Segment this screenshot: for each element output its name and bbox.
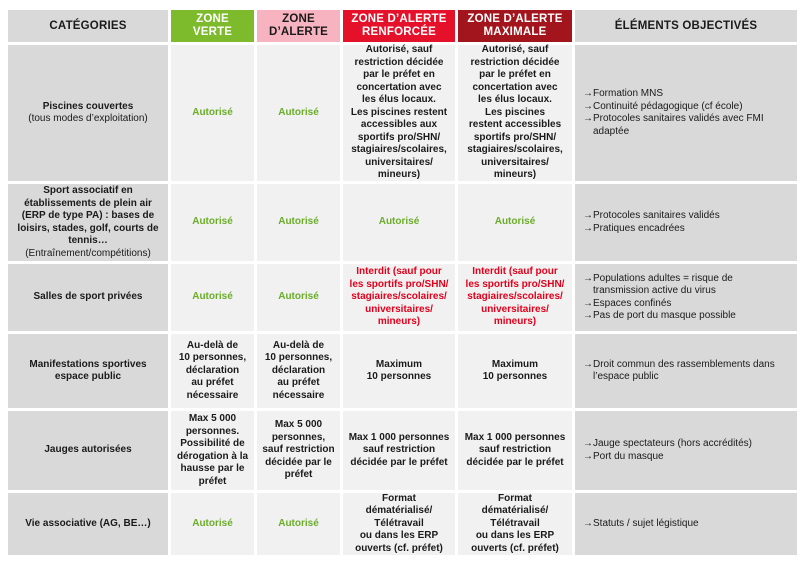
category-sublabel: (Entraînement/compétitions) bbox=[25, 247, 151, 259]
elements-list bbox=[583, 359, 789, 384]
elements-cell bbox=[575, 264, 797, 331]
cell-zone-verte: Autorisé bbox=[171, 493, 254, 555]
cell-zone-renforcee: Interdit (sauf pour les sportifs pro/SHN/ stagiaires/scolaires/ universitaires/ mineurs) bbox=[343, 264, 455, 331]
cell-zone-renforcee: Maximum 10 personnes bbox=[343, 334, 455, 408]
category-cell bbox=[8, 184, 168, 261]
elements-list-item: → Protocoles sanitaires validés avec FMI adaptée bbox=[583, 113, 789, 138]
elements-list bbox=[583, 438, 752, 463]
cell-zone-alerte: Autorisé bbox=[257, 264, 340, 331]
category-cell bbox=[8, 334, 168, 408]
elements-list-item: → Protocoles sanitaires validés bbox=[583, 210, 720, 223]
header-zone-verte: ZONE VERTE bbox=[171, 10, 254, 42]
cell-zone-maximale: Format dématérialisé/ Télétravail ou dans les ERP ouverts (cf. préfet) bbox=[458, 493, 572, 555]
category-label: Vie associative (AG, BE…) bbox=[25, 517, 151, 529]
category-label: Piscines couvertes bbox=[42, 100, 134, 112]
cell-zone-verte: Autorisé bbox=[171, 184, 254, 261]
elements-list-item: → Jauge spectateurs (hors accrédités) bbox=[583, 438, 752, 451]
category-label: Salles de sport privées bbox=[33, 291, 143, 303]
header-categories: CATÉGORIES bbox=[8, 10, 168, 42]
elements-list bbox=[583, 273, 789, 323]
elements-list-item: → Pas de port du masque possible bbox=[583, 310, 789, 323]
category-cell bbox=[8, 411, 168, 490]
elements-cell bbox=[575, 334, 797, 408]
cell-zone-maximale: Interdit (sauf pour les sportifs pro/SHN/ stagiaires/scolaires/ universitaires/ mineurs) bbox=[458, 264, 572, 331]
elements-cell bbox=[575, 411, 797, 490]
cell-zone-renforcee: Max 1 000 personnes sauf restriction décidée par le préfet bbox=[343, 411, 455, 490]
elements-cell bbox=[575, 184, 797, 261]
header-zone-maximale: ZONE D’ALERTE MAXIMALE bbox=[458, 10, 572, 42]
category-cell bbox=[8, 45, 168, 181]
elements-list-item: → Port du masque bbox=[583, 451, 752, 464]
cell-zone-maximale: Max 1 000 personnes sauf restriction décidée par le préfet bbox=[458, 411, 572, 490]
category-cell bbox=[8, 493, 168, 555]
elements-list bbox=[583, 210, 720, 235]
elements-list-item: → Statuts / sujet légistique bbox=[583, 518, 699, 531]
elements-list-item: → Continuité pédagogique (cf école) bbox=[583, 101, 789, 114]
cell-zone-verte: Autorisé bbox=[171, 45, 254, 181]
category-label: Jauges autorisées bbox=[44, 444, 132, 456]
cell-zone-alerte: Autorisé bbox=[257, 493, 340, 555]
elements-cell bbox=[575, 493, 797, 555]
cell-zone-alerte: Autorisé bbox=[257, 45, 340, 181]
elements-list bbox=[583, 88, 789, 138]
elements-list-item: → Populations adultes = risque de transmission active du virus bbox=[583, 273, 789, 298]
elements-list-item: → Pratiques encadrées bbox=[583, 223, 720, 236]
header-elements: ÉLÉMENTS OBJECTIVÉS bbox=[575, 10, 797, 42]
elements-list-item: → Formation MNS bbox=[583, 88, 789, 101]
cell-zone-verte: Autorisé bbox=[171, 264, 254, 331]
elements-cell bbox=[575, 45, 797, 181]
cell-zone-maximale: Autorisé, sauf restriction décidée par le préfet en concertation avec les élus locaux. Les piscines restent accessibles sportifs pro/SHN/ stagiaires/scolaires, universitaires/ mineurs) bbox=[458, 45, 572, 181]
header-zone-alerte: ZONE D’ALERTE bbox=[257, 10, 340, 42]
category-sublabel: (tous modes d’exploitation) bbox=[28, 113, 148, 124]
cell-zone-maximale: Maximum 10 personnes bbox=[458, 334, 572, 408]
header-zone-renforcee: ZONE D’ALERTE RENFORCÉE bbox=[343, 10, 455, 42]
category-label: Manifestations sportives espace public bbox=[29, 358, 147, 382]
cell-zone-alerte: Au-delà de 10 personnes, déclaration au préfet nécessaire bbox=[257, 334, 340, 408]
category-label: Sport associatif en établissements de plein air (ERP de type PA) : bases de loisirs, stades, golf, courts de tennis… bbox=[17, 185, 159, 246]
cell-zone-maximale: Autorisé bbox=[458, 184, 572, 261]
cell-zone-renforcee: Format dématérialisé/ Télétravail ou dans les ERP ouverts (cf. préfet) bbox=[343, 493, 455, 555]
cell-zone-verte: Max 5 000 personnes. Possibilité de dérogation à la hausse par le préfet bbox=[171, 411, 254, 490]
cell-zone-verte: Au-delà de 10 personnes, déclaration au préfet nécessaire bbox=[171, 334, 254, 408]
cell-zone-alerte: Autorisé bbox=[257, 184, 340, 261]
elements-list-item: → Droit commun des rassemblements dans l’espace public bbox=[583, 359, 789, 384]
cell-zone-renforcee: Autorisé bbox=[343, 184, 455, 261]
cell-zone-renforcee: Autorisé, sauf restriction décidée par le préfet en concertation avec les élus locaux. Les piscines restent accessibles aux sportifs pro/SHN/ stagiaires/scolaires, universitaires/ mineurs) bbox=[343, 45, 455, 181]
category-cell bbox=[8, 264, 168, 331]
elements-list-item: → Espaces confinés bbox=[583, 298, 789, 311]
elements-list bbox=[583, 518, 699, 531]
cell-zone-alerte: Max 5 000 personnes, sauf restriction décidée par le préfet bbox=[257, 411, 340, 490]
zones-table bbox=[8, 10, 797, 555]
